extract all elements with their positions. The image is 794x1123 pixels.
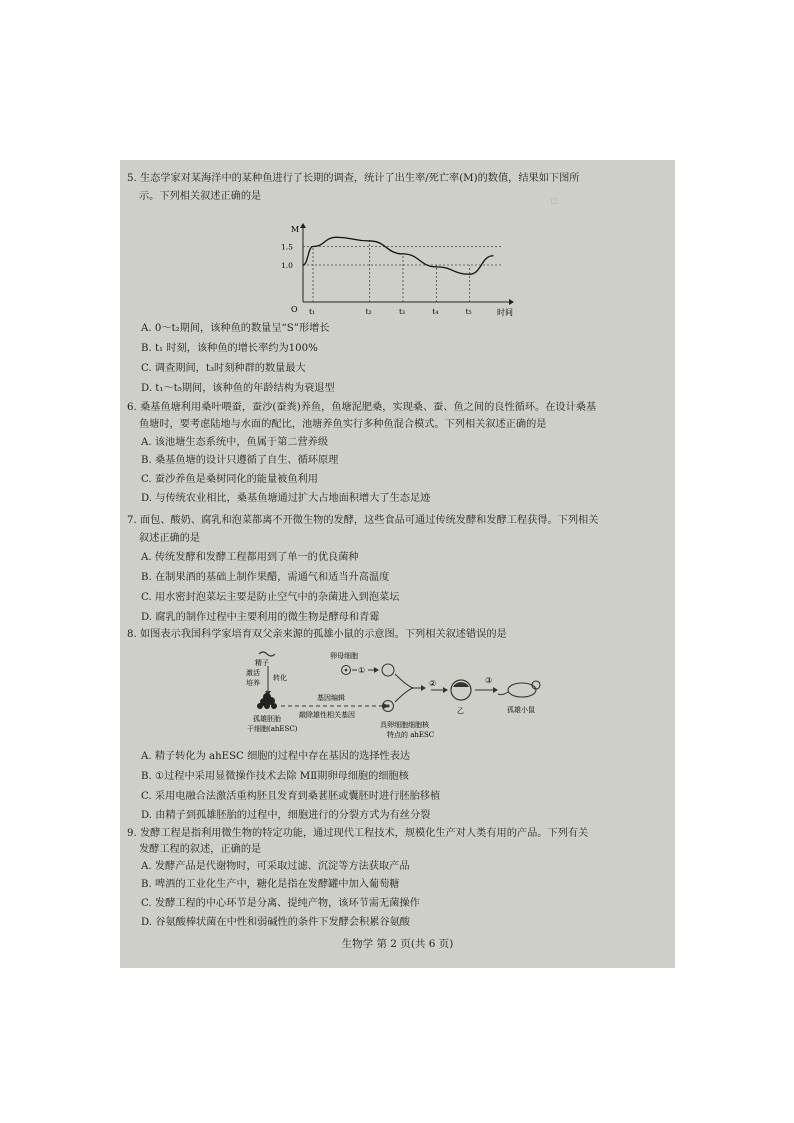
x-tick-label: t₁: [309, 307, 316, 316]
label-result2: 特点的 ahESC: [387, 731, 435, 739]
exam-page-scan: [120, 160, 675, 968]
q9-option-c: C. 发酵工程的中心环节是分离、提纯产物，该环节需无菌操作: [141, 898, 420, 909]
label-step3: ③: [485, 676, 493, 685]
q8-option-c: C. 采用电融合法激活重构胚且发育到桑葚胚或囊胚时进行胚胎移植: [141, 791, 441, 802]
mouse-icon: [498, 681, 540, 697]
q9-stem-line2: 发酵工程的叙述，正确的是: [139, 844, 262, 855]
label-mouse: 孤雄小鼠: [507, 706, 535, 714]
label-result1: 具卵细胞细胞核: [380, 721, 429, 729]
label-sperm: 精子: [255, 659, 269, 667]
enucleated-oocyte-icon: [382, 664, 394, 676]
data-point: [436, 266, 437, 267]
x-axis-label: 时间: [497, 308, 513, 317]
label-step1: ①: [358, 666, 366, 675]
bleed-through-mark: ▫: [550, 194, 558, 207]
data-point: [369, 240, 370, 241]
x-tick-label: t₃: [399, 307, 406, 316]
data-point: [469, 274, 470, 275]
q7-stem-line1: 7. 面包、酸奶、腐乳和泡菜都离不开微生物的发酵，这些食品可通过传统发酵和发酵工程获得。下列相关: [127, 515, 599, 526]
q6-option-b: B. 桑基鱼塘的设计只遵循了自生、循环原理: [141, 455, 339, 466]
q6-option-c: C. 蚕沙养鱼是桑树同化的能量被鱼利用: [141, 474, 318, 485]
y-axis-label: M: [291, 225, 300, 234]
q5-option-d: D. t₁～t₅期间，该种鱼的年龄结构为衰退型: [141, 383, 335, 394]
y-axis-arrow: [300, 223, 306, 228]
label-ahesc1: 孤雄胚胎: [253, 715, 281, 723]
q7-option-b: B. 在制果酒的基础上制作果醋，需通气和适当升高温度: [141, 572, 390, 583]
data-point: [402, 253, 403, 254]
label-ahesc2: 干细胞(ahESC): [247, 725, 298, 733]
q8-option-d: D. 由精子到孤雄胚胎的过程中，细胞进行的分裂方式为有丝分裂: [141, 810, 431, 821]
q9-option-a: A. 发酵产品是代谢物时，可采取过滤、沉淀等方法获取产品: [141, 861, 410, 872]
q5-stem-line2: 示。下列相关叙述正确的是: [139, 191, 262, 202]
label-activate: 激活: [246, 669, 260, 677]
q9-option-b: B. 啤酒的工业化生产中，糖化是指在发酵罐中加入葡萄糖: [141, 879, 400, 890]
x-tick-label: t₄: [432, 307, 439, 316]
q6-stem-line1: 6. 桑基鱼塘利用桑叶喂蚕，蚕沙(蚕粪)养鱼，鱼塘泥肥桑，实现桑、蚕、鱼之间的良性循环。在设计桑基: [127, 402, 597, 413]
x-tick-label: t₂: [365, 307, 372, 316]
data-point: [302, 264, 303, 265]
q7-option-d: D. 腐乳的制作过程中主要利用的微生物是酵母和青霉: [141, 612, 380, 623]
data-point: [336, 237, 337, 238]
label-embryo: 乙: [457, 707, 464, 715]
x-tick-label: t₅: [465, 307, 472, 316]
q7-option-a: A. 传统发酵和发酵工程都用到了单一的优良菌种: [141, 552, 359, 563]
label-edit1: 基因编辑: [317, 694, 345, 702]
q8-stem: 8. 如图表示我国科学家培育双父亲来源的孤雄小鼠的示意图。下列相关叙述错误的是: [127, 629, 507, 640]
q9-stem-line1: 9. 发酵工程是指利用微生物的特定功能，通过现代工程技术，规模化生产对人类有用的产品。下列有关: [127, 828, 589, 839]
q5-stem-line1: 5. 生态学家对某海洋中的某种鱼进行了长期的调查，统计了出生率/死亡率(M)的数值，结果如下图所: [127, 173, 580, 184]
label-step2: ②: [429, 679, 437, 688]
q7-option-c: C. 用水密封泡菜坛主要是防止空气中的杂菌进入到泡菜坛: [141, 592, 400, 603]
q6-option-a: A. 该池塘生态系统中，鱼属于第二营养级: [141, 437, 329, 448]
q8-androgenetic-mouse-diagram: [235, 646, 565, 742]
label-transform: 转化: [273, 674, 287, 682]
q5-birth-death-ratio-chart: [275, 220, 520, 320]
q5-option-a: A. 0～t₂期间，该种鱼的数量呈“S”形增长: [141, 323, 330, 334]
q5-option-b: B. t₁ 时刻，该种鱼的增长率约为100%: [141, 343, 318, 354]
origin-label: O: [291, 305, 298, 314]
sperm-icon: [259, 652, 275, 656]
label-culture: 培养: [246, 679, 260, 687]
data-point: [312, 246, 313, 247]
q5-option-c: C. 调查期间，t₃时刻种群的数量最大: [141, 363, 306, 374]
q6-option-d: D. 与传统农业相比，桑基鱼塘通过扩大占地面积增大了生态足迹: [141, 493, 431, 504]
label-oocyte: 卵母细胞: [330, 652, 358, 660]
series-line: [303, 237, 493, 274]
q8-option-b: B. ①过程中采用显微操作技术去除 MⅡ期卵母细胞的细胞核: [141, 771, 409, 782]
label-edit2: 敲除雄性相关基因: [299, 711, 355, 719]
ahesc-colony-icon: [257, 693, 277, 709]
fusion-arrow: [395, 674, 413, 702]
x-axis-arrow: [509, 299, 514, 305]
q6-stem-line2: 鱼塘时，要考虑陆地与水面的配比，池塘养鱼实行多种鱼混合模式。下列相关叙述正确的是: [139, 419, 547, 430]
q9-option-d: D. 谷氨酸棒状菌在中性和弱碱性的条件下发酵会积累谷氨酸: [141, 917, 410, 928]
q8-option-a: A. 精子转化为 ahESC 细胞的过程中存在基因的选择性表达: [141, 751, 411, 762]
y-tick-label: 1.0: [281, 261, 293, 270]
data-point: [492, 255, 493, 256]
y-tick-label: 1.5: [281, 242, 293, 252]
page-footer: 生物学 第 2 页(共 6 页): [341, 938, 454, 950]
q7-stem-line2: 叙述正确的是: [139, 533, 201, 544]
